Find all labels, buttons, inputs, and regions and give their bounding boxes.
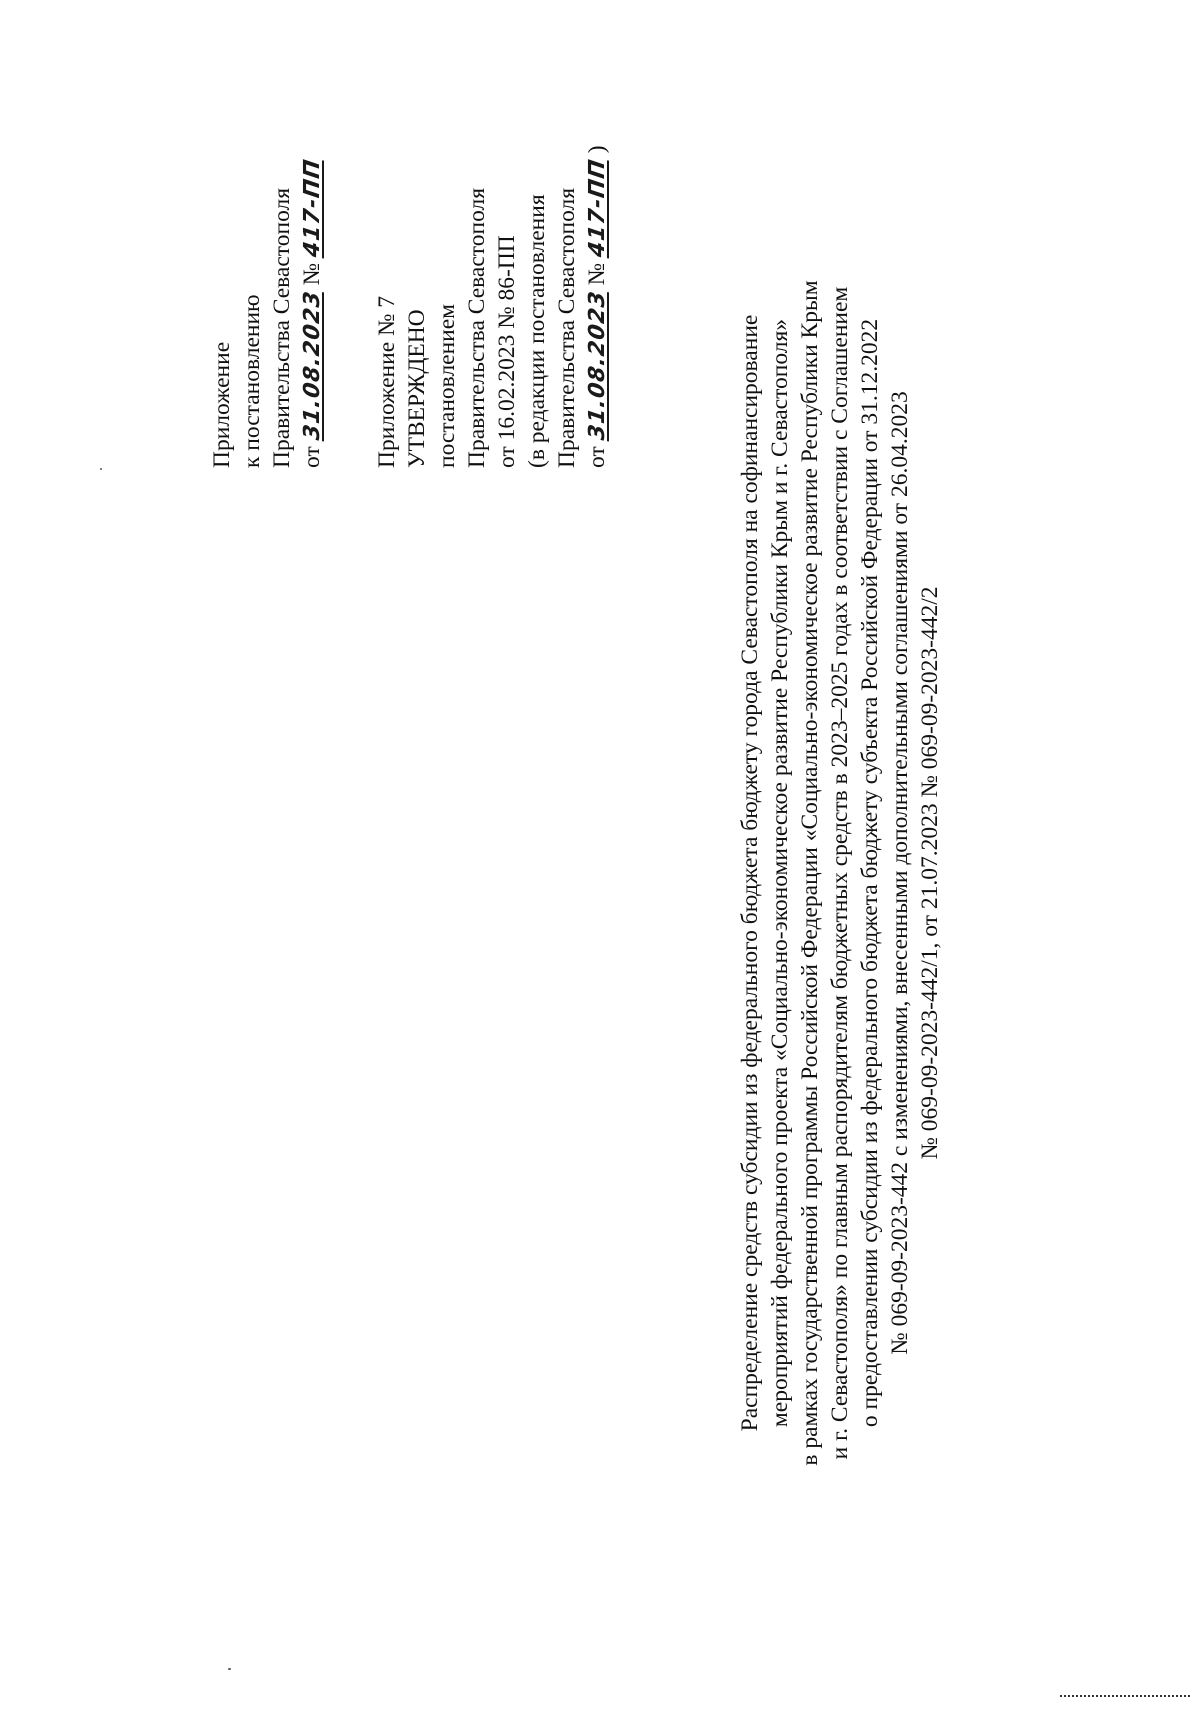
document-title — [735, 163, 945, 1583]
appendix-handwritten-date: 31.08.2023 — [300, 289, 325, 443]
approval-handwritten-number: 417-ПП — [585, 157, 610, 259]
scan-speck — [228, 1668, 231, 1670]
title-line7: № 069-09-2023-442/1, от 21.07.2023 № 069-09-2023-442/2 — [917, 586, 943, 1160]
title-line5: о предоставлении субсидии из федерального бюджета бюджету субъекта Российской Федерации от 31.12.2022 — [857, 318, 883, 1428]
appendix-header — [207, 159, 327, 468]
approval-line3: постановлением — [434, 303, 460, 468]
appendix-number-sign: № — [299, 262, 325, 286]
approval-line4: Правительства Севастополя — [464, 187, 490, 468]
approval-handwritten-date: 31.08.2023 — [585, 289, 610, 443]
title-line1: Распределение средств субсидии из федерального бюджета бюджету города Севастополя на софинансирование — [737, 314, 763, 1432]
title-line2: мероприятий федерального проекта «Социально-экономическое развитие Республики Крым и г. Севастополя» — [767, 318, 793, 1428]
approval-date-prefix: от — [584, 446, 610, 468]
scan-edge-artifact — [1060, 1695, 1190, 1699]
approval-closing-paren: ) — [584, 145, 610, 154]
approval-block — [372, 145, 612, 468]
appendix-header-line3: Правительства Севастополя — [269, 187, 295, 468]
approval-line5: от 16.02.2023 № 86-ПП — [494, 235, 520, 468]
approval-line1: Приложение № 7 — [374, 295, 400, 468]
approval-number-sign: № — [584, 262, 610, 286]
title-line3: в рамках государственной программы Российской Федерации «Социально-экономическое развитие Республики Крым — [797, 280, 823, 1466]
appendix-header-line1: Приложение — [209, 341, 235, 468]
appendix-handwritten-number: 417-ПП — [300, 157, 325, 259]
scan-speck — [100, 468, 102, 470]
approval-line2: УТВЕРЖДЕНО — [404, 309, 430, 468]
approval-line6: (в редакции постановления — [524, 194, 550, 468]
approval-line8 — [582, 145, 612, 468]
appendix-header-line4 — [297, 159, 327, 468]
appendix-header-line2: к постановлению — [239, 294, 265, 468]
title-line4: и г. Севастополя» по главным распорядителям бюджетных средств в 2023–2025 годах в соответствии с Соглашением — [827, 286, 853, 1460]
title-line6: № 069-09-2023-442 с изменениями, внесенными дополнительными соглашениями от 26.04.2023 — [887, 391, 913, 1355]
appendix-date-prefix: от — [299, 446, 325, 468]
approval-line7: Правительства Севастополя — [554, 187, 580, 468]
